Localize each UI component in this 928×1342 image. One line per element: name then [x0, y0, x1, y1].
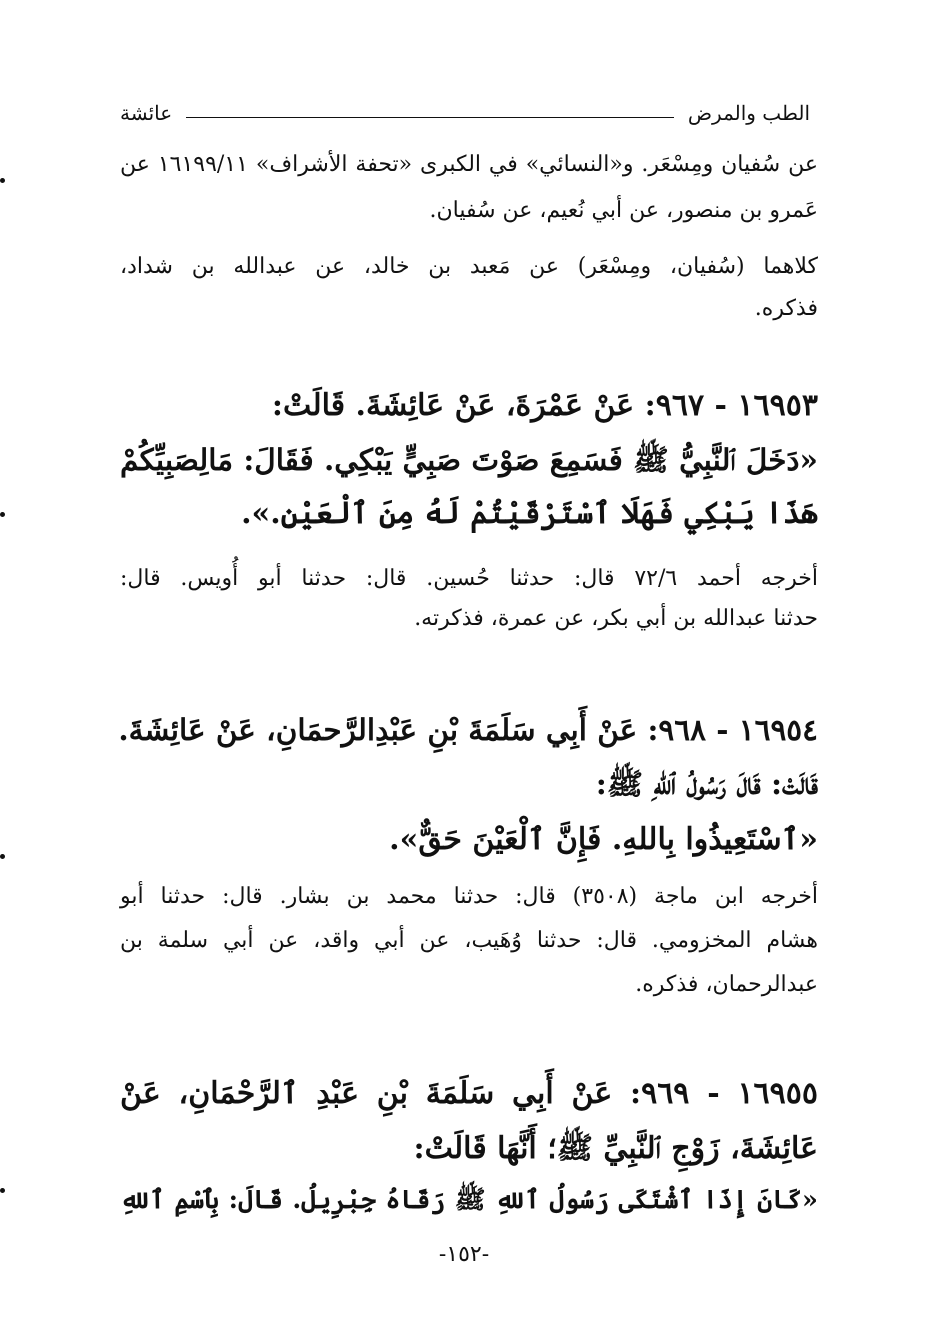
scan-edge-mark — [0, 854, 5, 859]
hadith-16955-text-1: عَائِشَةَ، زَوْجِ ٱلنَّبِيِّ ﷺ؛ أَنَّهَا قَالَتْ: — [413, 1131, 818, 1166]
hadith-16955-heading: ١٦٩٥٥ - ٩٦٩: عَنْ أَبِي سَلَمَةَ بْنِ عَبْدِ ٱلرَّحْمَانِ، عَنْ — [120, 1076, 819, 1111]
hadith-16954-takhrij-1: أخرجه ابن ماجة (٣٥٠٨) قال: حدثنا محمد بن بشار. قال: حدثنا أبو — [120, 884, 819, 909]
scan-edge-mark — [0, 1188, 5, 1193]
prev-takhrij-line-4: فذكره. — [754, 296, 818, 321]
hadith-16954-text-2: «ٱسْتَعِيذُوا بِاللهِ. فَإِنَّ ٱلْعَيْنَ حَقٌّ». — [389, 822, 818, 857]
header-section-title: عائشة — [120, 101, 173, 125]
hadith-16953-takhrij-1: أخرجه أحمد ٧٢/٦ قال: حدثنا حُسين. قال: حدثنا أبو أُويس. قال: — [120, 566, 819, 591]
hadith-16953-text-2: هَذَا يَبْكِي فَهَلَا ٱسْتَرْقَيْتُمْ لَهُ مِنَ ٱلْعَيْنِ.». — [241, 496, 818, 531]
hadith-16955-text-2: «كَانَ إِذَا ٱشْتَكَى رَسُولُ ٱللهِ ﷺ رَقَاهُ جِبْرِيلُ. قَالَ: بِٱسْمِ ٱللهِ — [120, 1185, 818, 1215]
hadith-16954-takhrij-2: هشام المخزومي. قال: حدثنا وُهَيب، عن أبي واقد، عن أبي سلمة بن — [120, 928, 818, 953]
hadith-16953-heading: ١٦٩٥٣ - ٩٦٧: عَنْ عَمْرَةَ، عَنْ عَائِشَةَ. قَالَتْ: — [271, 388, 818, 423]
hadith-16954-text-1: قَالَتْ: قَالَ رَسُولُ ٱللهِ ﷺ: — [595, 767, 818, 802]
prev-takhrij-line-1: عن سُفيان ومِسْعَر. و«النسائي» في الكبرى «تحفة الأشراف» ١٦١٩٩/١١ عن — [120, 152, 818, 177]
hadith-16953-text-1: «دَخَلَ ٱلنَّبِيُّ ﷺ فَسَمِعَ صَوْتَ صَبِيٍّ يَبْكِي. فَقَالَ: مَالِصَبِيِّكُمْ — [120, 442, 818, 477]
scan-edge-mark — [0, 178, 5, 183]
scan-edge-mark — [0, 512, 5, 517]
header-rule — [186, 117, 674, 118]
hadith-16954-takhrij-3: عبدالرحمان، فذكره. — [635, 972, 818, 997]
prev-takhrij-line-2: عَمرو بن منصور، عن أبي نُعيم، عن سُفيان. — [429, 198, 818, 223]
page-number: -١٥٢- — [438, 1242, 490, 1267]
prev-takhrij-line-3: كلاهما (سُفيان، ومِسْعَر) عن مَعبد بن خالد، عن عبدالله بن شداد، — [120, 254, 818, 279]
hadith-16953-takhrij-2: حدثنا عبدالله بن أبي بكر، عن عمرة، فذكرته. — [414, 606, 818, 631]
hadith-16954-heading: ١٦٩٥٤ - ٩٦٨: عَنْ أَبِي سَلَمَةَ بْنِ عَبْدِالرَّحمَانِ، عَنْ عَائِشَةَ. — [118, 712, 818, 747]
header-book-title: الطب والمرض — [687, 101, 810, 125]
running-header — [120, 96, 810, 130]
